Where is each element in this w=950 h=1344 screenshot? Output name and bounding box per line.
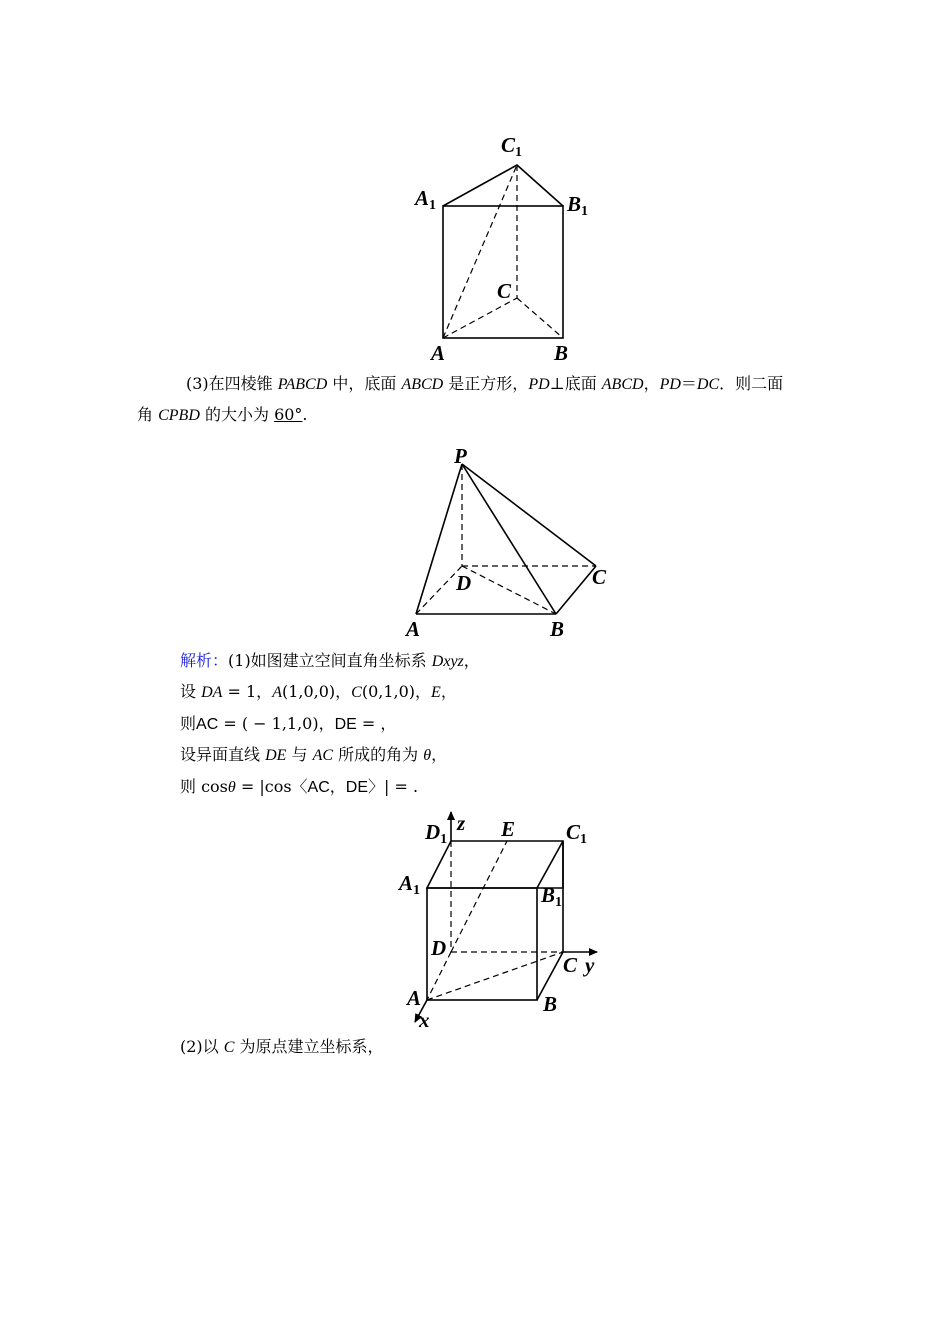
solution-label: 解析： xyxy=(180,651,229,670)
cube-diagram xyxy=(395,808,610,1033)
label-d: D xyxy=(431,936,447,960)
edge-p-c xyxy=(462,464,596,566)
label-b: B xyxy=(554,341,569,365)
label-d1: D1 xyxy=(425,820,448,847)
pyramid-diagram xyxy=(400,446,610,642)
segment-a-c1 xyxy=(443,165,517,338)
solution-line1: 解析：(1)如图建立空间直角坐标系 Dxyz， xyxy=(180,651,480,670)
prism-top-edges-a1c1b1 xyxy=(443,165,563,206)
edge-a-c xyxy=(443,298,517,338)
pyramid-figure xyxy=(400,446,610,642)
label-c: C xyxy=(563,953,578,977)
label-c1: C1 xyxy=(566,820,588,847)
problem3-line1: (3)在四棱锥 PABCD 中，底面 ABCD 是正方形，PD⊥底面 ABCD，PD＝DC．则二面 xyxy=(186,374,784,393)
label-c: C xyxy=(497,279,512,303)
segment-d-e xyxy=(451,841,507,952)
label-y: y xyxy=(585,953,595,977)
solution-line5: 则 cosθ = |cos〈AC，DE〉| = . xyxy=(180,777,419,796)
edge-b1-c1 xyxy=(537,841,563,888)
label-b1: B1 xyxy=(541,883,563,910)
problem3-line2: 角 CPBD 的大小为 60°. xyxy=(137,405,308,424)
prism-front-face xyxy=(443,206,563,338)
label-p: P xyxy=(454,446,467,468)
prism-figure xyxy=(405,128,605,368)
label-c1: C1 xyxy=(501,133,523,160)
label-a1: A1 xyxy=(399,871,421,898)
label-b1: B1 xyxy=(567,192,589,219)
label-b: B xyxy=(550,617,565,641)
label-a: A xyxy=(406,617,421,641)
part2-line: (2)以 C 为原点建立坐标系， xyxy=(180,1037,384,1056)
label-b: B xyxy=(543,992,558,1016)
prism-diagram xyxy=(405,128,605,368)
label-a: A xyxy=(431,341,446,365)
label-a: A xyxy=(407,986,422,1010)
edge-p-b xyxy=(462,464,556,614)
solution-line3: 则AC = ( − 1,1,0)，DE = ， xyxy=(180,714,397,733)
label-z: z xyxy=(457,811,466,835)
edge-b-c xyxy=(556,566,596,614)
solution-line4: 设异面直线 DE 与 AC 所成的角为 θ， xyxy=(180,745,448,764)
cube-top-face xyxy=(427,841,563,888)
label-e: E xyxy=(501,817,516,841)
solution-line2: 设 DA = 1，A(1,0,0)，C(0,1,0)，E， xyxy=(180,682,457,701)
label-c: C xyxy=(592,565,607,589)
label-x: x xyxy=(419,1008,430,1032)
label-d: D xyxy=(456,571,472,595)
edge-c-b xyxy=(517,298,563,338)
answer-60-degrees: 60° xyxy=(274,405,303,424)
cube-figure xyxy=(395,808,610,1033)
label-a1: A1 xyxy=(415,186,437,213)
